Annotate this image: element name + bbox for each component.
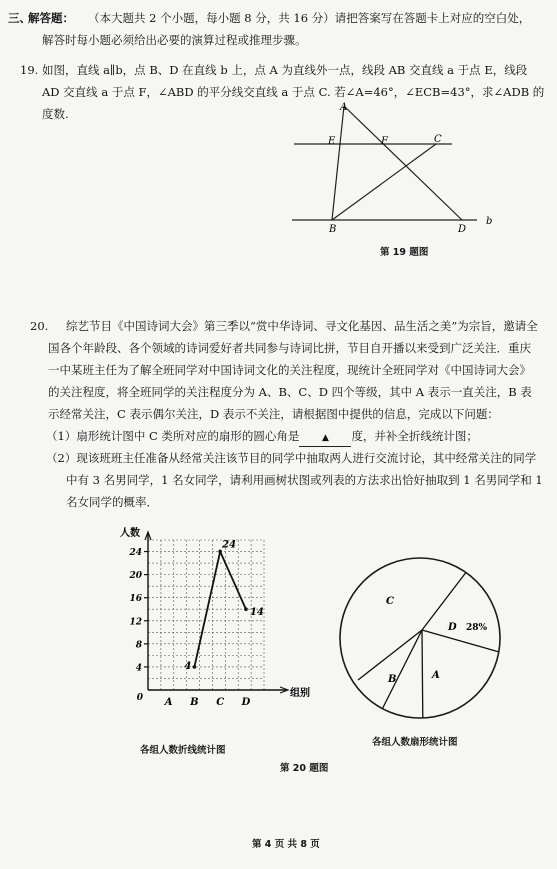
pie-slice-label: A [432, 670, 440, 681]
q19-geometry-figure [282, 96, 502, 246]
pie-boundary [422, 572, 466, 630]
pie-outline [340, 558, 500, 718]
section-title: 解答题： [28, 11, 74, 25]
y-tick-label: 4 [135, 663, 142, 674]
blank-marker: ▲ [321, 433, 329, 443]
point-label-e: E [328, 136, 336, 147]
line-chart-ylabel: 人数 [120, 528, 140, 539]
line-chart-series [184, 540, 264, 672]
q19-line-2: AD 交直线 a 于点 F，∠ABD 的平分线交直线 a 于点 C. 若∠A=46°，∠ECB=43°，求∠ADB 的 [42, 85, 545, 99]
q19-line-1: 如图，直线 a∥b，点 B、D 在直线 b 上，点 A 为直线外一点，线段 AB 交直线 a 于点 E，线段 [42, 63, 528, 77]
segment-ad [344, 106, 462, 220]
q19-caption: 第 19 题图 [380, 247, 429, 258]
q19-number: 19. [20, 63, 39, 77]
line-chart [100, 522, 310, 737]
x-tick-label: A [164, 697, 173, 708]
pie-boundary [422, 630, 423, 718]
pie-boundary [358, 630, 422, 680]
section-instruction-1: （本大题共 2 个小题，每小题 8 分，共 16 分）请把答案写在答题卡上对应的空白处， [88, 11, 531, 25]
line-chart-ticks [128, 548, 250, 708]
segment-ab [332, 106, 344, 220]
q20-line-5: 示经常关注，C 表示偶尔关注，D 表示不关注，请根据图中提供的信息，完成以下问题： [48, 407, 499, 421]
page-number: 第 4 页 共 8 页 [252, 839, 320, 850]
y-tick-label: 24 [129, 548, 142, 559]
data-label: 14 [249, 607, 264, 619]
pie-chart-title: 各组人数扇形统计图 [372, 737, 458, 748]
data-point [244, 607, 248, 611]
pie-slice-label: D [448, 622, 457, 633]
pie-slice-value: 28% [466, 623, 488, 633]
q20-sub2-line-3: 名女同学的概率． [66, 495, 158, 509]
pie-slice-label: C [386, 596, 394, 607]
point-label-a: A [340, 102, 348, 113]
q20-line-3: 一中某班主任为了解全班同学对中国诗词文化的关注程度，现统计全班同学对《中国诗词大会》 [48, 363, 531, 377]
x-tick-label: C [216, 697, 225, 708]
point-label-d: D [458, 224, 467, 235]
point-label-b: B [329, 224, 337, 235]
q19-line-3: 度数. [42, 107, 69, 121]
q20-sub1 [46, 428, 478, 447]
q20-sub2-line-2: 中有 3 名男同学，1 名女同学，请利用画树状图或列表的方法求出恰好抽取到 1 名男同学和 1 [66, 473, 543, 487]
pie-chart [330, 548, 510, 728]
q20-line-4: 的关注程度，将全班同学的关注程度分为 A、B、C、D 四个等级，其中 A 表示一直关注，B 表 [48, 385, 532, 399]
y-tick-label: 8 [135, 640, 142, 651]
q20-sub1-prefix: （1）扇形统计图中 C 类所对应的扇形的圆心角是 [46, 429, 300, 443]
q20-line-1: 综艺节目《中国诗词大会》第三季以“赏中华诗词、寻文化基因、品生活之美”为宗旨，邀请全 [66, 319, 538, 333]
y-tick-label: 20 [129, 571, 142, 582]
x-tick-label: D [241, 697, 251, 708]
section-number: 三、 [8, 11, 31, 25]
answer-blank [299, 428, 351, 447]
pie-boundary [382, 630, 422, 709]
x-tick-label: B [190, 697, 199, 708]
q20-number: 20. [30, 319, 49, 333]
point-label-c: C [434, 134, 442, 145]
pie-slice-label: B [388, 674, 397, 685]
y-tick-label: 16 [129, 594, 142, 605]
line-label-b: b [486, 216, 493, 227]
data-point [193, 665, 197, 669]
origin-label: 0 [136, 693, 143, 703]
data-label: 24 [222, 539, 237, 551]
y-tick-label: 12 [129, 617, 142, 628]
q20-sub2-line-1: （2）现该班班主任准备从经常关注该节目的同学中抽取两人进行交流讨论，其中经常关注的同学 [46, 451, 537, 465]
q20-line-2: 国各个年龄段、各个领域的诗词爱好者共同参与诗词比拼，节目自开播以来受到广泛关注．重庆 [48, 341, 531, 355]
line-chart-title: 各组人数折线统计图 [140, 745, 226, 756]
point-label-f: F [381, 136, 388, 147]
line-chart-xlabel: 组别 [290, 688, 310, 699]
data-label: 4 [184, 660, 192, 672]
q20-caption: 第 20 题图 [280, 763, 329, 774]
line-chart-axes [145, 532, 288, 693]
q20-sub1-suffix: 度，并补全折线统计图； [351, 429, 478, 443]
section-instruction-2: 解答时每小题必须给出必要的演算过程或推理步骤。 [42, 33, 307, 47]
pie-slice-boundaries [358, 572, 499, 717]
segment-bc [332, 144, 436, 220]
pie-boundary [422, 630, 499, 652]
